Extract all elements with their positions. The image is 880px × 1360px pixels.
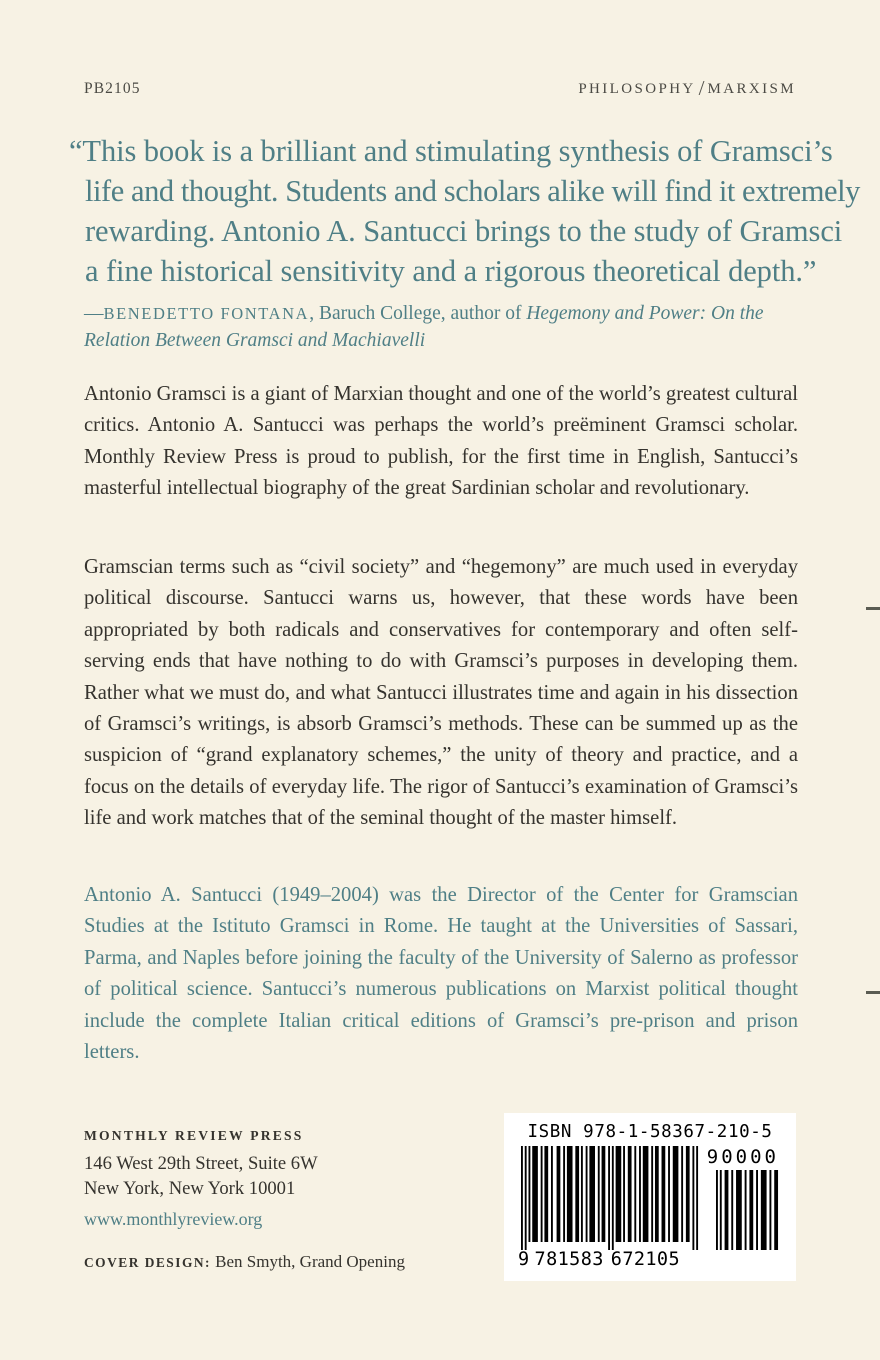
ean-group-2: 672105 <box>610 1249 681 1270</box>
category-separator: / <box>698 76 705 100</box>
barcode-bars-main <box>521 1146 699 1250</box>
publisher-block <box>84 1128 484 1272</box>
category-left: PHILOSOPHY <box>578 81 696 97</box>
pull-quote-line: a fine historical sensitivity and a rigorous theoretical depth.” <box>85 254 817 288</box>
ean-group-1: 781583 <box>534 1249 604 1270</box>
ean-number <box>518 1249 680 1270</box>
category-right: MARXISM <box>707 81 796 97</box>
subject-category <box>578 74 796 99</box>
cover-design-label: COVER DESIGN: <box>84 1255 212 1270</box>
description-paragraph-2: Gramscian terms such as “civil society” and “hegemony” are much used in everyday political discourse. Santucci warns us, however, that these words have been appropriated by both radicals and conservatives for contemporary and often self-serving ends that have nothing to do with Gramsci’s purposes in developing them. Rather what we must do, and what Santucci illustrates time and again in his dissection of Gramsci’s writings, is absorb Gramsci’s methods. These can be summed up as the suspicion of “grand explanatory schemes,” the unity of theory and practice, and a focus on the details of everyday life. The rigor of Santucci’s examination of Gramsci’s life and work matches that of the seminal thought of the master himself. <box>84 556 798 830</box>
publisher-name: MONTHLY REVIEW PRESS <box>84 1128 304 1143</box>
catalog-code: PB2105 <box>84 80 141 97</box>
registration-tick-upper <box>866 607 880 610</box>
cover-design-value: Ben Smyth, Grand Opening <box>215 1252 405 1271</box>
pull-quote-line: rewarding. Antonio A. Santucci brings to the study of Gramsci <box>85 214 843 248</box>
publisher-address-line-2: New York, New York 10001 <box>84 1178 296 1199</box>
pull-quote-line: “This book is a brilliant and stimulating synthesis of Gramsci’s <box>69 134 833 168</box>
attribution-affiliation: , Baruch College, author of <box>309 303 527 324</box>
ean-lead-digit: 9 <box>518 1249 530 1270</box>
cover-header <box>84 74 796 99</box>
cover-design-credit <box>84 1252 484 1272</box>
isbn-label: ISBN 978-1-58367-210-5 <box>527 1122 773 1142</box>
attribution-dash: — <box>84 303 104 324</box>
attribution-book-title: Hegemony and Power: On the Relation Between Gramsci and Machiavelli <box>84 303 764 351</box>
description-paragraph-1: Antonio Gramsci is a giant of Marxian thought and one of the world’s greatest cultural critics. Antonio A. Santucci was perhaps the world’s preëminent Gramsci scholar. Monthly Review Press is proud to publish, for the first time in English, Santucci’s masterful intellectual biography of the great Sardinian scholar and revolutionary. <box>84 383 798 500</box>
barcode-addon-value: 90000 <box>706 1146 779 1168</box>
pull-quote <box>69 131 860 291</box>
barcode-panel <box>504 1113 796 1281</box>
publisher-address-line-1: 146 West 29th Street, Suite 6W <box>84 1153 318 1174</box>
pull-quote-line: life and thought. Students and scholars alike will find it extremely <box>85 174 860 208</box>
barcode-bars-addon <box>716 1170 779 1250</box>
attribution-name: BENEDETTO FONTANA <box>103 304 310 323</box>
author-biography: Antonio A. Santucci (1949–2004) was the Director of the Center for Gramscian Studies at the Istituto Gramsci in Rome. He taught at the Universities of Sassari, Parma, and Naples before joining the faculty of the University of Salerno as professor of political science. Santucci’s numerous publications on Marxist political thought include the complete Italian critical editions of Gramsci’s pre-prison and prison letters. <box>84 884 798 1064</box>
quote-attribution <box>84 300 800 354</box>
publisher-website-link[interactable]: www.monthlyreview.org <box>84 1209 263 1229</box>
registration-tick-lower <box>866 991 880 994</box>
